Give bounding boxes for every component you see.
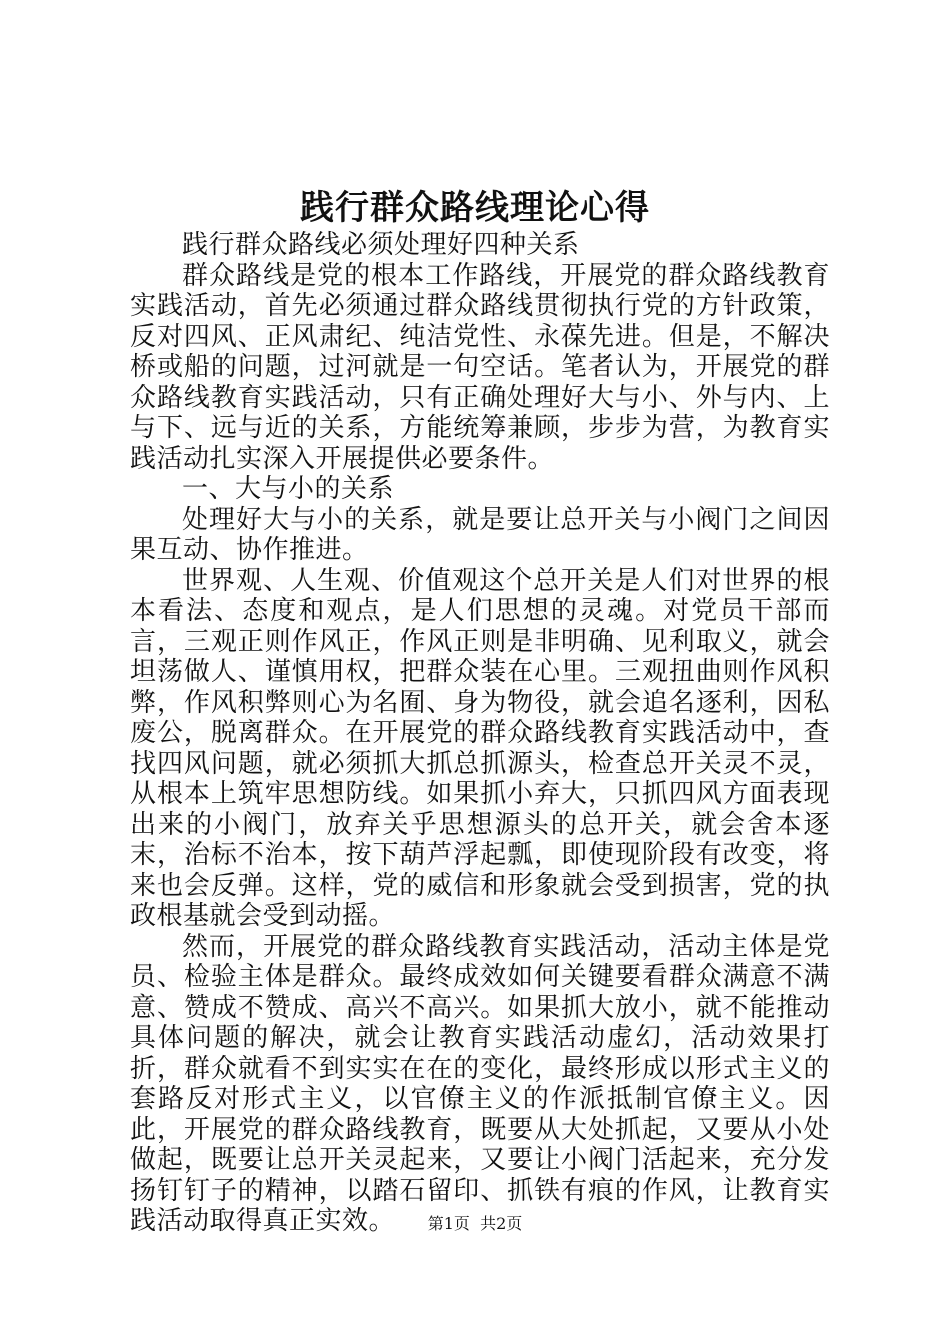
section-paragraph: 然而，开展党的群众路线教育实践活动，活动主体是党员、检验主体是群众。最终成效如何关键要看群众满意不满意、赞成不赞成、高兴不高兴。如果抓大放小，就不能推动具体问题的解决，就会让教育实践活动虚幻，活动效果打折，群众就看不到实实在在的变化，最终形成以形式主义的套路反对形式主义，以官僚主义的作派抵制官僚主义。因此，开展党的群众路线教育，既要从大处抓起，又要从小处做起，既要让总开关灵起来，又要让小阀门活起来，充分发扬钉钉子的精神，以踏石留印、抓铁有痕的作风，让教育实践活动取得真正实效。: [130, 931, 830, 1236]
page-number: 第1页 共2页: [427, 1214, 523, 1233]
document-body: [130, 230, 830, 1237]
section-paragraph: 处理好大与小的关系，就是要让总开关与小阀门之间因果互动、协作推进。: [130, 504, 830, 565]
subtitle: 践行群众路线必须处理好四种关系: [182, 230, 580, 260]
document-title: 践行群众路线理论心得: [300, 188, 650, 228]
intro-paragraph: 群众路线是党的根本工作路线，开展党的群众路线教育实践活动，首先必须通过群众路线贯彻执行党的方针政策，反对四风、正风肃纪、纯洁党性、永葆先进。但是，不解决桥或船的问题，过河就是一句空话。笔者认为，开展党的群众路线教育实践活动，只有正确处理好大与小、外与内、上与下、远与近的关系，方能统筹兼顾，步步为营，为教育实践活动扎实深入开展提供必要条件。: [130, 260, 830, 474]
section-paragraph: 世界观、人生观、价值观这个总开关是人们对世界的根本看法、态度和观点，是人们思想的灵魂。对党员干部而言，三观正则作风正，作风正则是非明确、见利取义，就会坦荡做人、谨慎用权，把群众装在心里。三观扭曲则作风积弊，作风积弊则心为名囿、身为物役，就会追名逐利，因私废公，脱离群众。在开展党的群众路线教育实践活动中，查找四风问题，就必须抓大抓总抓源头，检查总开关灵不灵，从根本上筑牢思想防线。如果抓小弃大，只抓四风方面表现出来的小阀门，放弃关乎思想源头的总开关，就会舍本逐末，治标不治本，按下葫芦浮起瓢，即使现阶段有改变，将来也会反弹。这样，党的威信和形象就会受到损害，党的执政根基就会受到动摇。: [130, 565, 830, 931]
section-heading: 一、大与小的关系: [182, 474, 395, 504]
page-footer: [0, 1214, 950, 1234]
